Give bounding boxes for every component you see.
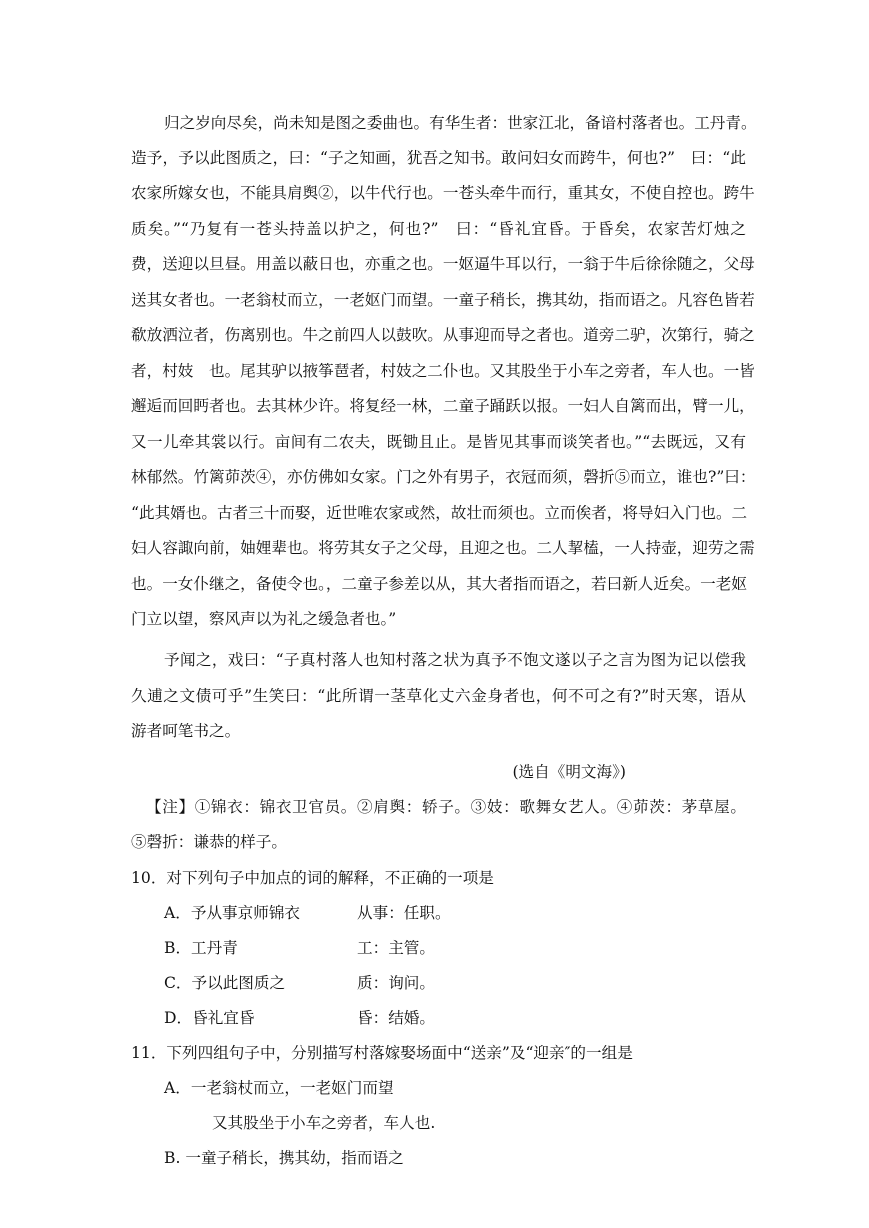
passage-line: 门立以望，察风声以为礼之缓急者也。” <box>131 610 397 628</box>
passage-line: 造予，予以此图质之，曰：“子之知画，犹吾之知书。敢问妇女而跨牛，何也?” 曰：“此 <box>131 149 746 167</box>
passage-line: 又一儿牵其裳以行。亩间有二农夫，既锄且止。是皆见其事而谈笑者也。”“去既远，又有 <box>131 433 746 451</box>
q10-option-c[interactable]: C．予以此图质之 <box>164 974 286 992</box>
passage-line: 也。一女仆继之，备使令也。，二童子参差以从，其大者指而语之，若曰新人近矣。一老妪 <box>131 575 747 593</box>
passage-line: 邂逅而回眄者也。去其林少许。将复经一林，二童子踊跃以报。一妇人自篱而出，臂一儿， <box>131 397 755 415</box>
passage-line: 林郁然。竹篱茆茨④，亦仿佛如女家。门之外有男子，衣冠而须，磬折⑤而立，谁也?”曰： <box>131 468 756 486</box>
question-11-stem: 11．下列四组句子中，分别描写村落嫁娶场面中“送亲”及“迎亲″的一组是 <box>131 1044 633 1062</box>
passage-line: 农家所嫁女也，不能具肩舆②，以牛代行也。一苍头牵牛而行，重其女，不使自控也。跨牛 <box>131 184 755 202</box>
notes-line: ⑤磬折：谦恭的样子。 <box>131 833 287 851</box>
q10-option-a[interactable]: A．予从事京师锦衣 <box>164 904 301 922</box>
notes-line: 【注】①锦衣：锦衣卫官员。②肩舆：轿子。③妓：歌舞女艺人。④茆茨：茅草屋。 <box>146 798 746 816</box>
passage-line: “此其婿也。古者三十而娶，近世唯农家或然，故壮而须也。立而俟者，将导妇入门也。二 <box>131 504 748 522</box>
passage-line: 久逋之文债可乎”生笑曰：“此所谓一茎草化丈六金身者也，何不可之有?”时天寒，语从 <box>131 687 746 705</box>
question-10-stem: 10．对下列句子中加点的词的解释，不正确的一项是 <box>131 869 494 887</box>
passage-line: 者，村妓 也。尾其驴以掖筝琶者，村妓之二仆也。又其股坐于小车之旁者，车人也。一皆 <box>131 362 755 380</box>
passage-line: 妇人容諏向前，妯娌辈也。将劳其女子之父母，且迎之也。二人挈榼，一人持壶，迎劳之需 <box>131 539 755 557</box>
passage-line: 费，送迎以旦昼。用盖以蔽日也，亦重之也。一妪逼牛耳以行，一翁于牛后徐徐随之，父母 <box>131 255 755 273</box>
q10-option-d-gloss: 昏：结婚。 <box>357 1009 435 1027</box>
passage-line: 送其女者也。一老翁杖而立，一老妪门而望。一童子稍长，携其幼，指而语之。凡容色皆若 <box>131 291 755 309</box>
passage-line: 欷放洒泣者，伤离别也。牛之前四人以鼓吹。从事迎而导之者也。道旁二驴，次第行，骑之 <box>131 326 755 344</box>
passage-line: 质矣。”“乃复有一苍头持盖以护之，何也?” 曰：“昏礼宜昏。于昏矣，农家苦灯烛之 <box>131 220 746 238</box>
q10-option-d[interactable]: D．昏礼宜昏 <box>164 1009 255 1027</box>
q11-option-a[interactable]: A．一老翁杖而立，一老妪门而望 <box>164 1079 394 1097</box>
passage-line: 予闻之，戏曰：“子真村落人也知村落之状为真予不饱文遂以子之言为图为记以偿我 <box>164 651 746 669</box>
q11-option-b[interactable]: B. 一童子稍长，携其幼，指而语之 <box>164 1149 404 1167</box>
q10-option-b-gloss: 工：主管。 <box>357 939 435 957</box>
q10-option-c-gloss: 质：询问。 <box>357 974 435 992</box>
q11-option-a-line2: 又其股坐于小车之旁者，车人也. <box>212 1114 436 1132</box>
q10-option-b[interactable]: B．工丹青 <box>164 939 238 957</box>
source-citation: (选自《明文海》) <box>512 763 626 781</box>
q10-option-a-gloss: 从事：任职。 <box>357 904 451 922</box>
passage-line: 游者呵笔书之。 <box>131 722 241 740</box>
passage-line: 归之岁向尽矣，尚未知是图之委曲也。有华生者：世家江北，备谙村落者也。工丹青。 <box>164 114 757 132</box>
